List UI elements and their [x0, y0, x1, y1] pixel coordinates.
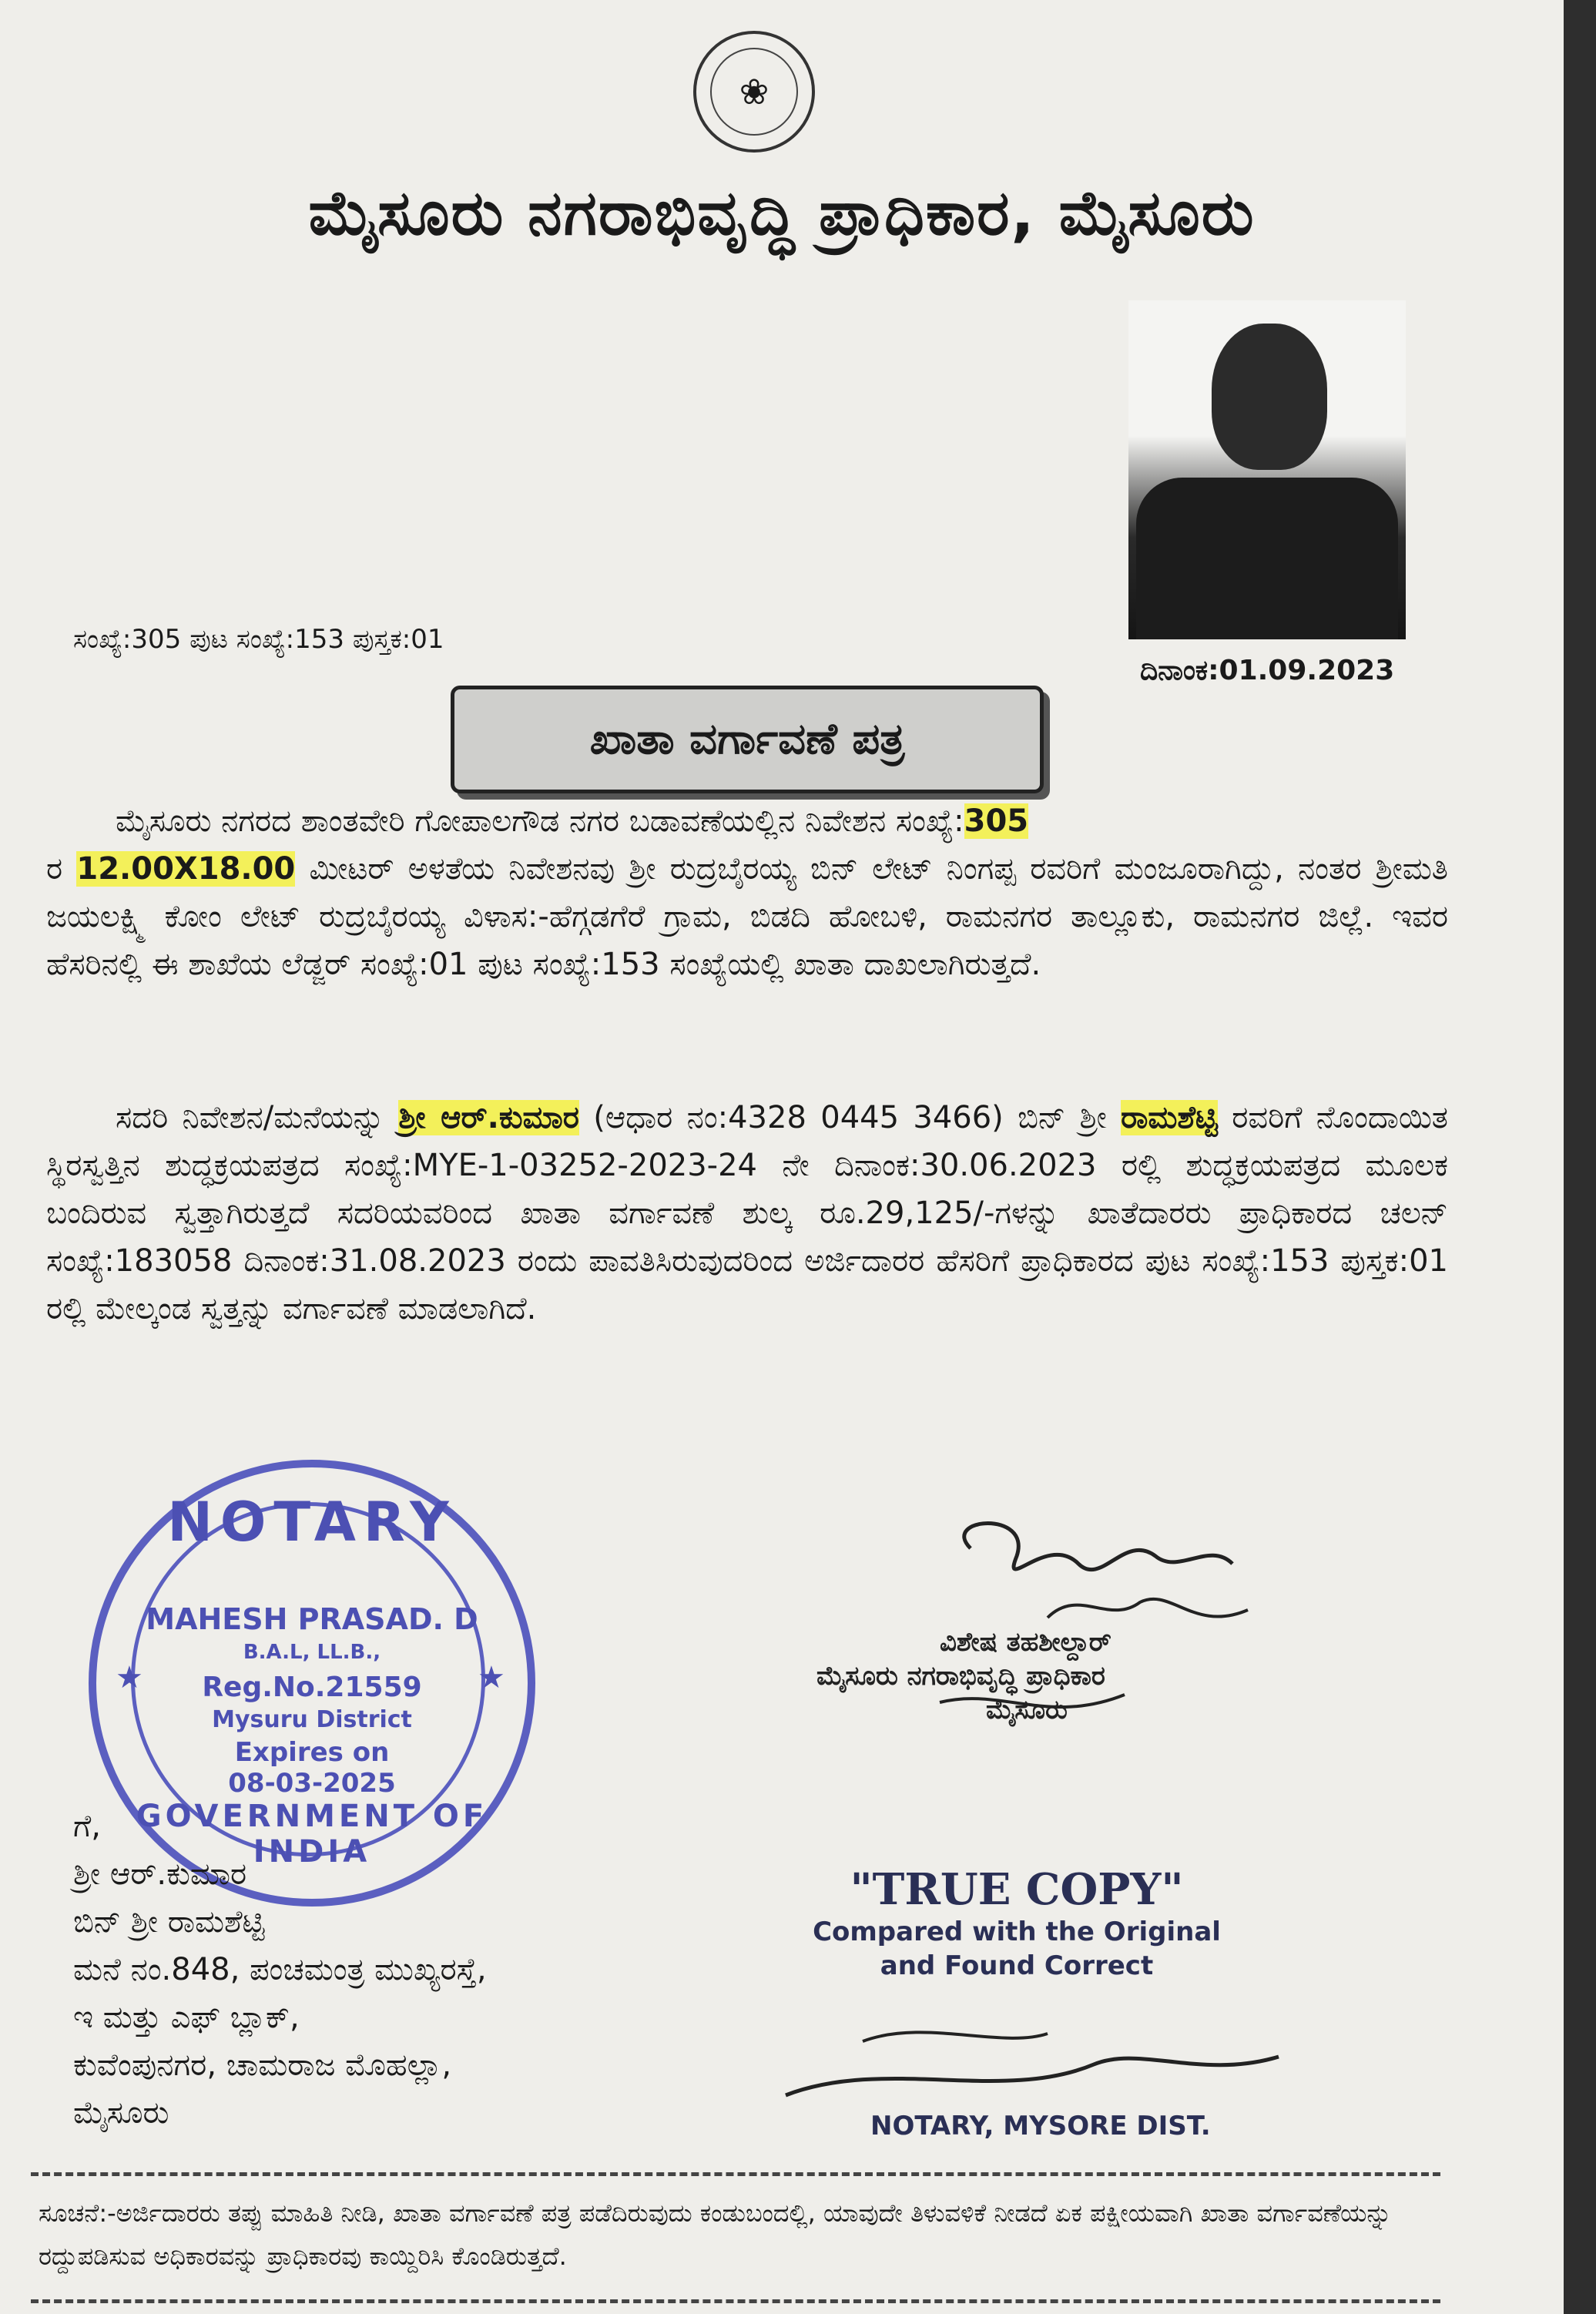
footer-note: ಸೂಚನೆ:-ಅರ್ಜಿದಾರರು ತಪ್ಪು ಮಾಹಿತಿ ನೀಡಿ, ಖಾತಾ ವರ್ಗಾವಣೆ ಪತ್ರ ಪಡೆದಿರುವುದು ಕಂಡುಬಂದಲ್ಲಿ, ಯಾವುದೇ ತಿಳುವಳಿಕೆ ನೀಡದೆ ಏಕ ಪಕ್ಷೀಯವಾಗಿ ಖಾತಾ ವರ್ಗಾವಣೆಯನ್ನು ರದ್ದುಪಡಿಸುವ ಅಧಿಕಾರವನ್ನು ಪ್ರಾಧಿಕಾರವು ಕಾಯ್ದಿರಿಸಿ ಕೊಂಡಿರುತ್ತದೆ. — [31, 2172, 1440, 2303]
paragraph-transfer: ಸದರಿ ನಿವೇಶನ/ಮನೆಯನ್ನು ಶ್ರೀ ಆರ್.ಕುಮಾರ (ಆಧಾರ ನಂ:4328 0445 3466) ಬಿನ್ ಶ್ರೀ ರಾಮಶೆಟ್ಟಿ ರವರಿಗೆ ನೊಂದಾಯಿತ ಸ್ಥಿರಸ್ವತ್ತಿನ ಶುದ್ಧಕ್ರಯಪತ್ರದ ಸಂಖ್ಯೆ:MYE-1-03252-2023-24 ನೇ ದಿನಾಂಕ:30.06.2023 ರಲ್ಲಿ ಶುದ್ಧಕ್ರಯಪತ್ರದ ಮೂಲಕ ಬಂದಿರುವ ಸ್ವತ್ತಾಗಿರುತ್ತದೆ ಸದರಿಯವರಿಂದ ಖಾತಾ ವರ್ಗಾವಣೆ ಶುಲ್ಕ ರೂ.29,125/-ಗಳನ್ನು ಖಾತೆದಾರರು ಪ್ರಾಧಿಕಾರದ ಚಲನ್ ಸಂಖ್ಯೆ:183058 ದಿನಾಂಕ:31.08.2023 ರಂದು ಪಾವತಿಸಿರುವುದರಿಂದ ಅರ್ಜಿದಾರರ ಹೆಸರಿಗೆ ಪ್ರಾಧಿಕಾರದ ಪುಟ ಸಂಖ್ಯೆ:153 ಪುಸ್ತಕ:01 ರಲ್ಲಿ ಮೇಲ್ಕಂಡ ಸ್ವತ್ತನ್ನು ವರ್ಗಾವಣೆ ಮಾಡಲಾಗಿದೆ. — [46, 1100, 1448, 1326]
site-number: 305 — [964, 803, 1029, 839]
page-edge — [1564, 0, 1596, 2314]
notary-signature — [770, 2010, 1294, 2118]
star-icon: ★ — [116, 1660, 143, 1695]
owner-name: ಶ್ರೀ ಆರ್.ಕುಮಾರ — [398, 1100, 579, 1135]
organization-title: ಮೈಸೂರು ನಗರಾಭಿವೃದ್ಧಿ ಪ್ರಾಧಿಕಾರ, ಮೈಸೂರು — [308, 177, 1256, 249]
paragraph-allotment: ಮೈಸೂರು ನಗರದ ಶಾಂತವೇರಿ ಗೋಪಾಲಗೌಡ ನಗರ ಬಡಾವಣೆಯಲ್ಲಿನ ನಿವೇಶನ ಸಂಖ್ಯೆ:305 ರ 12.00X18.00 ಮೀಟರ್ ಅಳತೆಯ ನಿವೇಶನವು ಶ್ರೀ ರುದ್ರಬೈರಯ್ಯ ಬಿನ್ ಲೇಟ್ ನಿಂಗಪ್ಪ ರವರಿಗೆ ಮಂಜೂರಾಗಿದ್ದು, ನಂತರ ಶ್ರೀಮತಿ ಜಯಲಕ್ಷ್ಮಿ ಕೋಂ ಲೇಟ್ ರುದ್ರಬೈರಯ್ಯ ವಿಳಾಸ:-ಹೆಗ್ಗಡಗೆರೆ ಗ್ರಾಮ, ಬಿಡದಿ ಹೋಬಳಿ, ರಾಮನಗರ ತಾಲ್ಲೂಕು, ರಾಮನಗರ ಜಿಲ್ಲೆ. ಇವರ ಹೆಸರಿನಲ್ಲಿ ಈ ಶಾಖೆಯ ಲೆಡ್ಜರ್ ಸಂಖ್ಯೆ:01 ಪುಟ ಸಂಖ್ಯೆ:153 ಸಂಖ್ಯೆಯಲ್ಲಿ ಖಾತಾ ದಾಖಲಾಗಿರುತ್ತದೆ. — [46, 803, 1448, 982]
signatory-designation: ವಿಶೇಷ ತಹಶೀಲ್ದಾರ್ ಮೈಸೂರು ನಗರಾಭಿವೃದ್ಧಿ ಪ್ರಾಧಿಕಾರ ಮೈಸೂರು — [816, 1627, 1112, 1725]
star-icon: ★ — [478, 1660, 505, 1695]
recipient-address: ಗೆ, ಶ್ರೀ ಆರ್.ಕುಮಾರ ಬಿನ್ ಶ್ರೀ ರಾಮಶೆಟ್ಟಿ ಮನೆ ನಂ.848, ಪಂಚಮಂತ್ರ ಮುಖ್ಯರಸ್ತೆ, ಇ ಮತ್ತು ಎಫ್ ಬ್ಲಾಕ್, ಕುವೆಂಪುನಗರ, ಚಾಮರಾಜ ಮೊಹಲ್ಲಾ, ಮೈಸೂರು — [73, 1809, 487, 2131]
document-title: ಖಾತಾ ವರ್ಗಾವಣೆ ಪತ್ರ — [451, 686, 1044, 793]
authority-emblem-icon: ❀ — [693, 31, 815, 153]
notary-seal: NOTARY ★ ★ MAHESH PRASAD. D B.A.L, LL.B., Reg.No.21559 Mysuru District Expires on 08-03-2025 GOVERNMENT OF INDIA — [89, 1460, 535, 1907]
reference-number: ಸಂಖ್ಯೆ:305 ಪುಟ ಸಂಖ್ಯೆ:153 ಪುಸ್ತಕ:01 — [73, 624, 444, 655]
site-dimensions: 12.00X18.00 — [76, 851, 296, 887]
father-name: ರಾಮಶೆಟ್ಟಿ — [1121, 1100, 1218, 1135]
notary-district-label: NOTARY, MYSORE DIST. — [870, 2111, 1211, 2141]
issue-date: ದಿನಾಂಕ:01.09.2023 — [1140, 655, 1395, 686]
applicant-photo — [1128, 300, 1406, 639]
true-copy-stamp: "TRUE COPY" Compared with the Original and Found Correct — [813, 1864, 1221, 1981]
